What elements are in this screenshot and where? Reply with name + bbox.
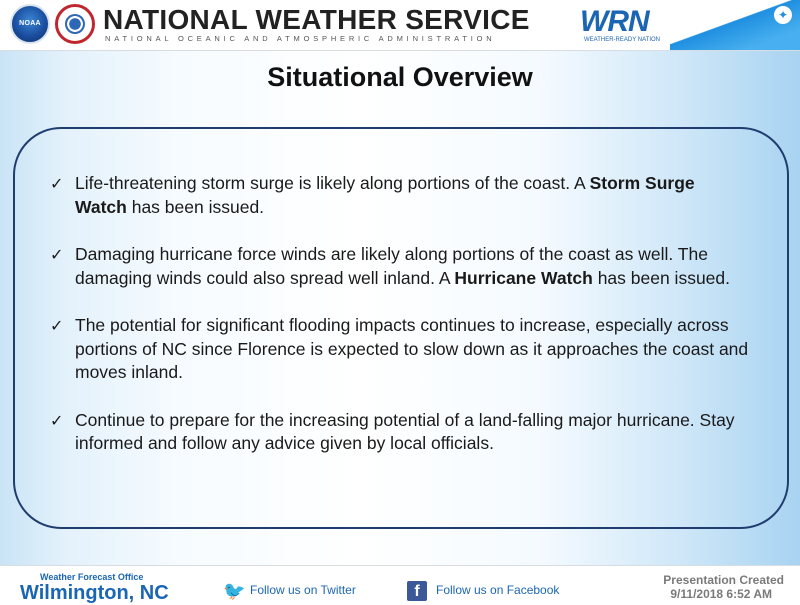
noaa-logo-text: NOAA: [19, 20, 41, 27]
checkmark-icon: ✓: [50, 245, 64, 264]
header-banner: [0, 0, 800, 51]
twitter-link[interactable]: Follow us on Twitter: [250, 583, 356, 597]
bullet-bold-text: Storm Surge Watch: [75, 173, 695, 217]
header-title: NATIONAL WEATHER SERVICE: [103, 4, 530, 35]
bullet-text: Life-threatening storm surge is likely along portions of the coast. A: [75, 173, 590, 193]
wrn-tagline: WEATHER-READY NATION: [584, 37, 661, 43]
bullet-text: Continue to prepare for the increasing potential of a land-falling major hurricane. Stay informed and follow any advice given by local officials.: [75, 409, 735, 453]
presentation-time: 9/11/2018 6:52 AM: [670, 587, 772, 601]
header-subtitle: NATIONAL OCEANIC AND ATMOSPHERIC ADMINISTRATION: [105, 34, 496, 43]
facebook-icon[interactable]: f: [407, 581, 427, 601]
wrn-logo-mark: WRN: [580, 5, 649, 38]
checkmark-icon: ✓: [50, 410, 64, 430]
content-box: [13, 127, 789, 529]
bullet-text: The potential for significant flooding impacts continues to increase, especially across portions of NC since Florence is expected to slow down as it approaches the coast and moves inland.: [75, 315, 749, 382]
nws-logo-icon: [55, 4, 95, 44]
corner-badge-icon: ✦: [774, 6, 792, 24]
facebook-link[interactable]: Follow us on Facebook: [436, 583, 560, 597]
slide-title: Situational Overview: [267, 62, 533, 92]
checkmark-icon: ✓: [50, 316, 64, 335]
bullet-text: Damaging hurricane force winds are likely along portions of the coast as well. The damaging winds could also spread well inland. A: [75, 244, 708, 288]
noaa-logo-icon: [10, 4, 50, 44]
twitter-icon[interactable]: 🐦: [223, 581, 246, 601]
header-swoosh: [670, 0, 800, 50]
bullet-item-storm-surge: [50, 172, 750, 219]
checkmark-icon: ✓: [50, 174, 64, 193]
office-name: Wilmington, NC: [20, 582, 169, 604]
footer-banner: [0, 565, 800, 603]
bullet-list: [50, 172, 750, 456]
bullet-item-winds: [50, 243, 750, 290]
bullet-bold-text: Hurricane Watch: [454, 267, 593, 288]
presentation-label: Presentation Created: [663, 573, 784, 587]
bullet-item-flooding: [50, 314, 750, 385]
wrn-logo-icon: [580, 6, 675, 44]
bullet-text: has been issued.: [592, 267, 731, 288]
bullet-item-prepare: [50, 409, 750, 456]
office-label: Weather Forecast Office: [40, 572, 144, 582]
bullet-text: has been issued.: [126, 196, 265, 217]
